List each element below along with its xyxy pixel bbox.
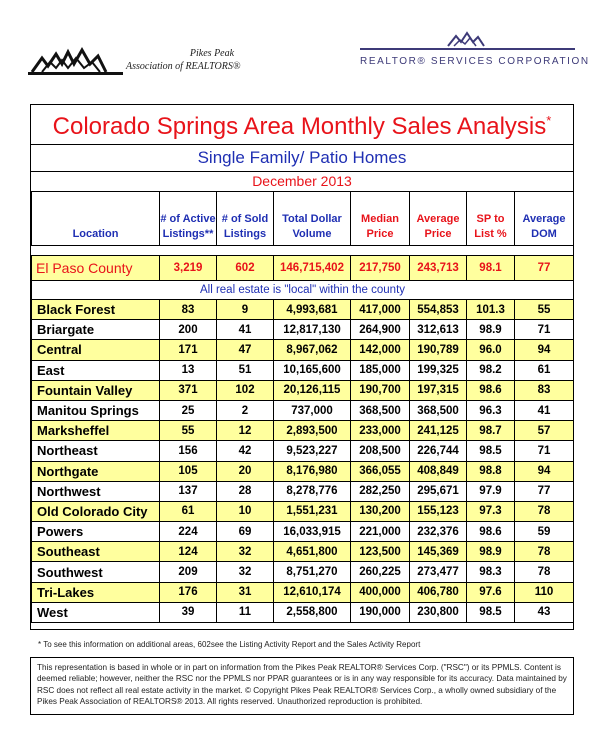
cell-average: 190,789 [410,340,467,360]
cell-active: 371 [160,380,217,400]
cell-median: 233,000 [351,421,410,441]
cell-volume: 1,551,231 [274,501,351,521]
cell-volume: 2,893,500 [274,421,351,441]
cell-location: Northeast [32,441,160,461]
table-row [32,300,574,320]
table-row [32,320,574,340]
cell-average: 554,853 [410,300,467,320]
cell-median: 142,000 [351,340,410,360]
county-note: All real estate is "local" within the county [32,281,574,300]
cell-sp-to-list: 98.9 [467,320,515,340]
cell-sold: 41 [217,320,274,340]
disclaimer: This representation is based in whole or in part on information from the Pikes Peak REALTOR® Services Corp. ("RSC") or its PPMLS. Content is deemed reliable; however, neither the RSC nor the PPMLS nor PPAR guarantees or is in any way responsible for its accuracy. Data maintained by RSC does not reflect all real estate activity in the market. © Copyright Pikes Peak REALTOR® Services Corp., a wholly owned subsidiary of the Pikes Peak Association of REALTORS® 2013. All rights reserved. Unauthorized reproduction is prohibited. [30,657,574,715]
cell-sp-to-list: 98.5 [467,441,515,461]
ppar-logo-line2: Association of REALTORS® [126,61,241,72]
cell-location: Northwest [32,481,160,501]
cell-volume: 12,817,130 [274,320,351,340]
cell-dom: 94 [515,461,574,481]
cell-volume: 16,033,915 [274,522,351,542]
cell-sold: 10 [217,501,274,521]
rsc-logo-name: REALTOR® SERVICES CORPORATION [360,56,590,67]
county-sold: 602 [217,256,274,281]
cell-sold: 31 [217,582,274,602]
cell-sp-to-list: 98.9 [467,542,515,562]
cell-active: 176 [160,582,217,602]
cell-median: 190,700 [351,380,410,400]
cell-median: 400,000 [351,582,410,602]
header-median-price: Median Price [351,192,410,246]
cell-sold: 42 [217,441,274,461]
cell-dom: 55 [515,300,574,320]
cell-sp-to-list: 98.6 [467,380,515,400]
cell-sp-to-list: 97.6 [467,582,515,602]
cell-location: Central [32,340,160,360]
cell-sp-to-list: 96.3 [467,400,515,420]
cell-dom: 43 [515,602,574,622]
cell-average: 241,125 [410,421,467,441]
cell-sp-to-list: 98.7 [467,421,515,441]
cell-sold: 47 [217,340,274,360]
cell-sold: 28 [217,481,274,501]
cell-median: 260,225 [351,562,410,582]
cell-active: 13 [160,360,217,380]
cell-location: Marksheffel [32,421,160,441]
cell-dom: 110 [515,582,574,602]
report-title-mark: * [546,113,552,128]
report-title-text: Colorado Springs Area Monthly Sales Analysis [52,113,547,140]
cell-average: 199,325 [410,360,467,380]
report-subtitle: Single Family/ Patio Homes [31,144,573,172]
table-row [32,602,574,622]
cell-location: Briargate [32,320,160,340]
cell-median: 366,055 [351,461,410,481]
table-row [32,340,574,360]
county-sp-to-list: 98.1 [467,256,515,281]
cell-dom: 57 [515,421,574,441]
cell-location: Old Colorado City [32,501,160,521]
cell-dom: 78 [515,501,574,521]
cell-sold: 2 [217,400,274,420]
cell-active: 137 [160,481,217,501]
table-row [32,380,574,400]
county-dom: 77 [515,256,574,281]
table-row [32,562,574,582]
cell-location: Northgate [32,461,160,481]
cell-average: 230,800 [410,602,467,622]
cell-volume: 8,176,980 [274,461,351,481]
cell-median: 208,500 [351,441,410,461]
cell-location: Fountain Valley [32,380,160,400]
county-median: 217,750 [351,256,410,281]
table-row [32,441,574,461]
table-header-row [32,192,574,246]
table-spacer [32,246,574,256]
cell-average: 155,123 [410,501,467,521]
cell-sp-to-list: 98.3 [467,562,515,582]
cell-sold: 51 [217,360,274,380]
cell-sp-to-list: 97.9 [467,481,515,501]
table-row [32,481,574,501]
cell-volume: 8,278,776 [274,481,351,501]
report-month: December 2013 [31,172,573,192]
cell-active: 105 [160,461,217,481]
cell-average: 226,744 [410,441,467,461]
see-also-note: * To see this information on additional areas, 602see the Listing Activity Report and the Sales Activity Report [38,640,421,649]
cell-location: West [32,602,160,622]
cell-sold: 11 [217,602,274,622]
table-row [32,461,574,481]
cell-dom: 41 [515,400,574,420]
cell-active: 209 [160,562,217,582]
cell-sp-to-list: 101.3 [467,300,515,320]
cell-average: 145,369 [410,542,467,562]
table-row [32,360,574,380]
cell-dom: 77 [515,481,574,501]
table-row [32,421,574,441]
cell-active: 25 [160,400,217,420]
report-title [31,113,573,141]
cell-location: Black Forest [32,300,160,320]
cell-volume: 20,126,115 [274,380,351,400]
cell-median: 264,900 [351,320,410,340]
cell-median: 221,000 [351,522,410,542]
cell-sold: 9 [217,300,274,320]
header-average-dom: Average DOM [515,192,574,246]
cell-average: 197,315 [410,380,467,400]
cell-median: 368,500 [351,400,410,420]
cell-active: 55 [160,421,217,441]
sales-analysis-report [30,104,574,630]
cell-location: Manitou Springs [32,400,160,420]
cell-dom: 78 [515,542,574,562]
cell-average: 273,477 [410,562,467,582]
cell-location: Southwest [32,562,160,582]
cell-sp-to-list: 98.6 [467,522,515,542]
cell-sold: 69 [217,522,274,542]
cell-median: 130,200 [351,501,410,521]
cell-volume: 4,993,681 [274,300,351,320]
mountain-logo-icon [28,44,123,80]
rsc-logo [360,30,590,75]
county-volume: 146,715,402 [274,256,351,281]
county-average: 243,713 [410,256,467,281]
cell-location: Powers [32,522,160,542]
cell-sold: 32 [217,562,274,582]
cell-average: 408,849 [410,461,467,481]
cell-active: 171 [160,340,217,360]
cell-average: 295,671 [410,481,467,501]
cell-volume: 737,000 [274,400,351,420]
cell-active: 124 [160,542,217,562]
header-total-volume: Total Dollar Volume [274,192,351,246]
header-location: Location [32,192,160,246]
cell-sold: 32 [217,542,274,562]
cell-volume: 10,165,600 [274,360,351,380]
cell-volume: 8,967,062 [274,340,351,360]
cell-active: 200 [160,320,217,340]
cell-sp-to-list: 98.8 [467,461,515,481]
ppar-logo-line1: Pikes Peak [189,48,235,59]
cell-median: 417,000 [351,300,410,320]
county-note-row [32,281,574,300]
cell-dom: 94 [515,340,574,360]
cell-volume: 8,751,270 [274,562,351,582]
cell-sp-to-list: 98.2 [467,360,515,380]
county-location: El Paso County [32,256,160,281]
cell-dom: 83 [515,380,574,400]
mountain-small-icon [446,30,486,48]
header-sold-listings: # of Sold Listings [217,192,274,246]
cell-dom: 71 [515,441,574,461]
cell-location: Tri-Lakes [32,582,160,602]
ppar-logo [28,44,268,84]
cell-volume: 2,558,800 [274,602,351,622]
header-sp-to-list: SP to List % [467,192,515,246]
county-active: 3,219 [160,256,217,281]
cell-sp-to-list: 96.0 [467,340,515,360]
cell-location: East [32,360,160,380]
cell-volume: 9,523,227 [274,441,351,461]
cell-dom: 71 [515,320,574,340]
table-row [32,582,574,602]
cell-sp-to-list: 98.5 [467,602,515,622]
cell-average: 406,780 [410,582,467,602]
cell-median: 185,000 [351,360,410,380]
cell-dom: 59 [515,522,574,542]
cell-sold: 12 [217,421,274,441]
sales-table [31,191,574,623]
cell-median: 282,250 [351,481,410,501]
header-average-price: Average Price [410,192,467,246]
cell-active: 224 [160,522,217,542]
cell-active: 61 [160,501,217,521]
cell-sold: 102 [217,380,274,400]
cell-sp-to-list: 97.3 [467,501,515,521]
cell-volume: 12,610,174 [274,582,351,602]
cell-median: 123,500 [351,542,410,562]
county-row [32,256,574,281]
cell-volume: 4,651,800 [274,542,351,562]
cell-median: 190,000 [351,602,410,622]
cell-active: 156 [160,441,217,461]
table-row [32,501,574,521]
header-active-listings: # of Active Listings** [160,192,217,246]
area-rows [32,300,574,623]
cell-active: 39 [160,602,217,622]
cell-sold: 20 [217,461,274,481]
cell-dom: 78 [515,562,574,582]
cell-average: 368,500 [410,400,467,420]
table-row [32,522,574,542]
cell-location: Southeast [32,542,160,562]
cell-average: 232,376 [410,522,467,542]
rsc-logo-rule [360,48,575,50]
cell-active: 83 [160,300,217,320]
table-row [32,400,574,420]
cell-dom: 61 [515,360,574,380]
cell-average: 312,613 [410,320,467,340]
table-row [32,542,574,562]
